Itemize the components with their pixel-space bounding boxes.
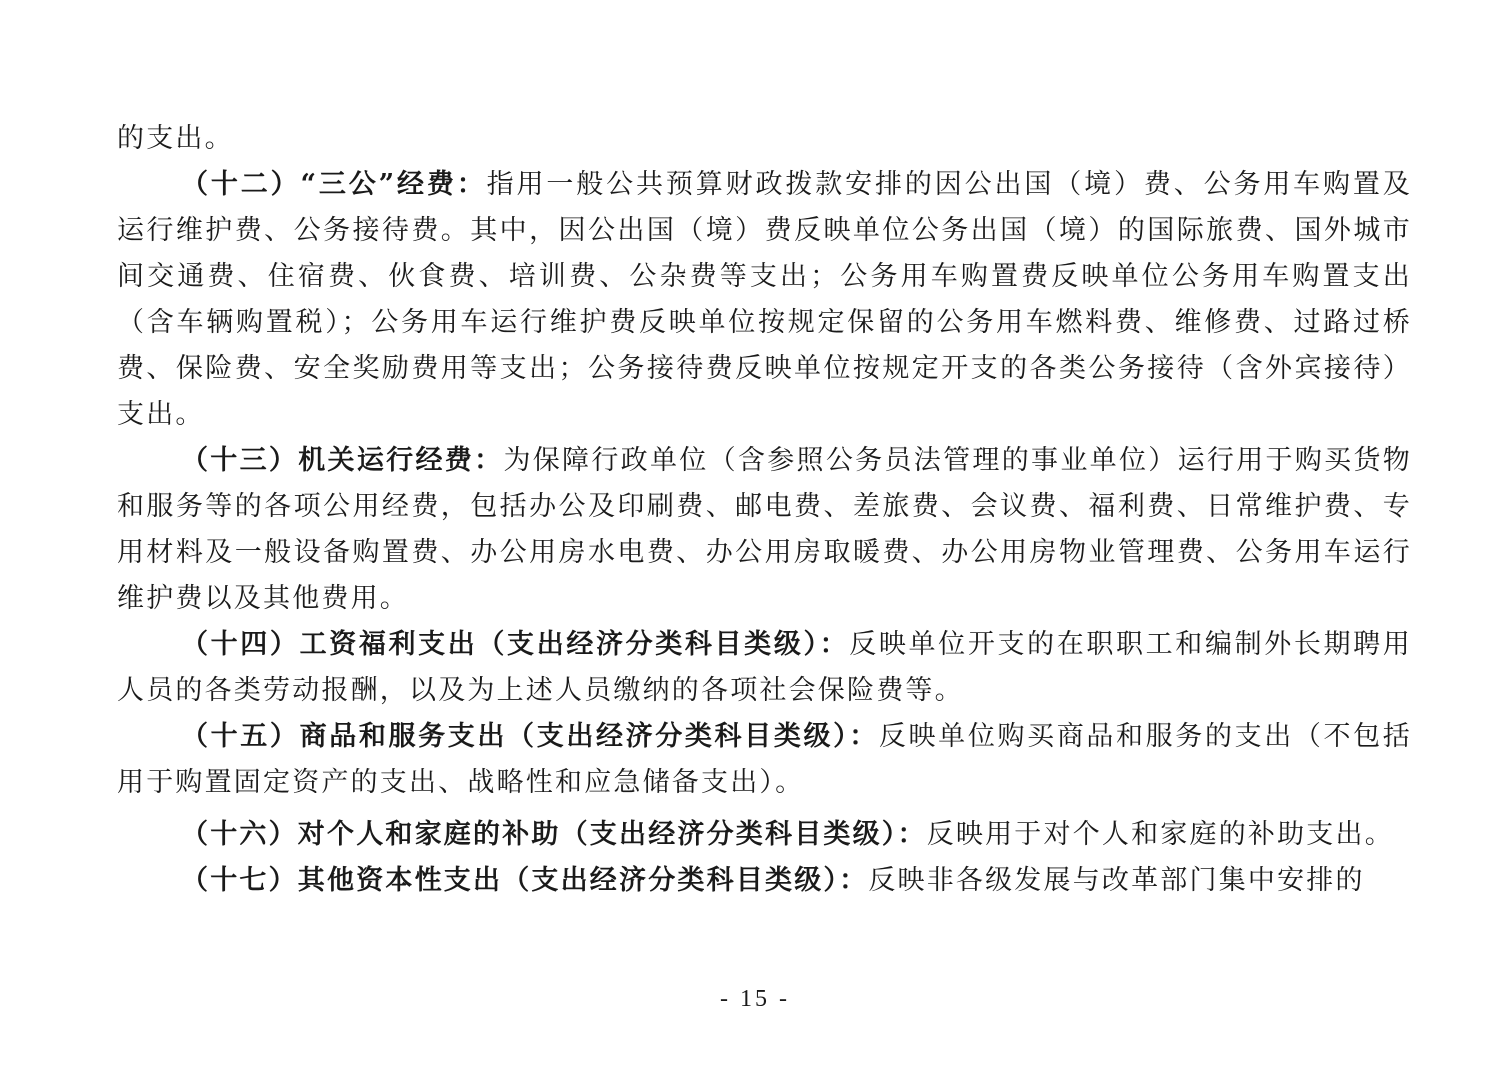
section-body-13: 为保障行政单位（含参照公务员法管理的事业单位）运行用于购买货物和服务等的各项公用经费，包括办公及印刷费、邮电费、差旅费、会议费、福利费、日常维护费、专用材料及一般设备购置费、办公用房水电费、办公用房取暖费、办公用房物业管理费、公务用车运行维护费以及其他费用。 xyxy=(117,445,1412,614)
lead-in-paragraph xyxy=(117,116,1412,162)
section-body-12: 指用一般公共预算财政拨款安排的因公出国（境）费、公务用车购置及运行维护费、公务接待费。其中，因公出国（境）费反映单位公务出国（境）的国际旅费、国外城市间交通费、住宿费、伙食费、培训费、公杂费等支出；公务用车购置费反映单位公务用车购置支出（含车辆购置税）；公务用车运行维护费反映单位按规定保留的公务用车燃料费、维修费、过路过桥费、保险费、安全奖励费用等支出；公务接待费反映单位按规定开支的各类公务接待（含外宾接待）支出。 xyxy=(117,169,1412,430)
section-heading-12: （十二）“三公”经费： xyxy=(181,169,487,200)
section-heading-14: （十四）工资福利支出（支出经济分类科目类级）： xyxy=(181,629,850,660)
section-heading-15: （十五）商品和服务支出（支出经济分类科目类级）： xyxy=(181,721,879,752)
section-heading-13: （十三）机关运行经费： xyxy=(181,445,504,476)
section-body-15: 反映单位购买商品和服务的支出（不包括用于购置固定资产的支出、战略性和应急储备支出）。 xyxy=(117,721,1412,798)
section-paragraph-14 xyxy=(117,622,1412,714)
document-body xyxy=(117,116,1412,904)
section-body-14: 反映单位开支的在职职工和编制外长期聘用人员的各类劳动报酬，以及为上述人员缴纳的各项社会保险费等。 xyxy=(117,629,1412,706)
section-body-16: 反映用于对个人和家庭的补助支出。 xyxy=(926,819,1394,850)
section-heading-17: （十七）其他资本性支出（支出经济分类科目类级）： xyxy=(181,865,869,896)
section-paragraph-17 xyxy=(117,858,1412,904)
section-body-17: 反映非各级发展与改革部门集中安排的 xyxy=(868,865,1365,896)
section-paragraph-13 xyxy=(117,438,1412,622)
section-paragraph-12 xyxy=(117,162,1412,438)
page-number: - 15 - xyxy=(720,986,790,1012)
section-paragraph-15 xyxy=(117,714,1412,806)
section-paragraph-16 xyxy=(117,812,1412,858)
section-heading-16: （十六）对个人和家庭的补助（支出经济分类科目类级）： xyxy=(181,819,927,850)
lead-in-text: 的支出。 xyxy=(117,123,234,154)
